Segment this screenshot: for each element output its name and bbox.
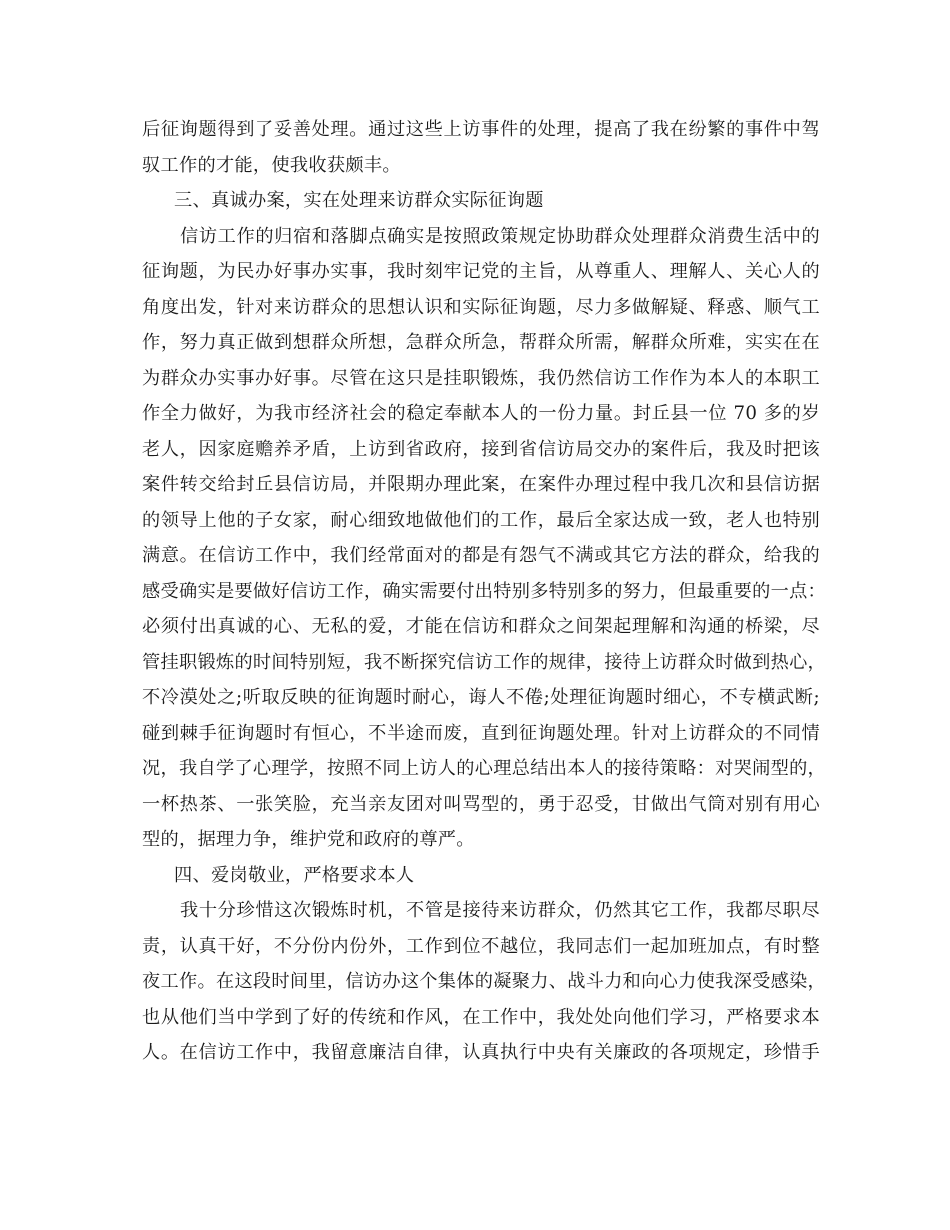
section-heading-22: 四、爱岗敬业，严格要求本人	[174, 864, 415, 886]
text-line-24: 责，认真干好，不分份内份外，工作到位不越位，我同志们一起加班加点，有时整	[142, 935, 820, 957]
text-line-10: 老人，因家庭赡养矛盾，上访到省政府，接到省信访局交办的案件后，我及时把该	[142, 438, 820, 460]
text-line-8: 为群众办实事办好事。尽管在这只是挂职锻炼，我仍然信访工作作为本人的本职工	[142, 367, 820, 389]
text-line-2: 驭工作的才能，使我收获颇丰。	[142, 154, 401, 176]
text-line-16: 管挂职锻炼的时间特别短，我不断探究信访工作的规律，接待上访群众时做到热心，	[142, 651, 827, 673]
text-line-26: 也从他们当中学到了好的传统和作风，在工作中，我处处向他们学习，严格要求本	[142, 1006, 820, 1028]
text-line-9: 作全力做好，为我市经济社会的稳定奉献本人的一份力量。封丘县一位 70 多的岁	[142, 403, 820, 424]
document-body	[142, 112, 827, 1071]
text-line-18: 碰到棘手征询题时有恒心，不半途而废，直到征询题处理。针对上访群众的不同情	[142, 722, 820, 744]
text-line-17: 不冷漠处之;听取反映的征询题时耐心，诲人不倦;处理征询题时细心，不专横武断;	[142, 687, 820, 708]
text-line-11: 案件转交给封丘县信访局，并限期办理此案，在案件办理过程中我几次和县信访据	[142, 474, 820, 495]
text-line-23: 我十分珍惜这次锻炼时机，不管是接待来访群众，仍然其它工作，我都尽职尽	[180, 900, 820, 921]
text-line-15: 必须付出真诚的心、无私的爱，才能在信访和群众之间架起理解和沟通的桥梁，尽	[142, 616, 820, 637]
text-line-13: 满意。在信访工作中，我们经常面对的都是有怨气不满或其它方法的群众，给我的	[142, 545, 820, 566]
text-line-12: 的领导上他的子女家，耐心细致地做他们的工作，最后全家达成一致，老人也特别	[142, 509, 820, 531]
text-line-14: 感受确实是要做好信访工作，确实需要付出特别多特别多的努力，但最重要的一点：	[142, 580, 827, 602]
text-line-21: 型的，据理力争，维护党和政府的尊严。	[142, 829, 475, 850]
text-line-6: 角度出发，针对来访群众的思想认识和实际征询题，尽力多做解疑、释惑、顺气工	[142, 296, 820, 318]
text-line-4: 信访工作的归宿和落脚点确实是按照政策规定协助群众处理群众消费生活中的	[180, 225, 820, 247]
text-line-25: 夜工作。在这段时间里，信访办这个集体的凝聚力、战斗力和向心力使我深受感染，	[142, 971, 827, 992]
text-line-19: 况，我自学了心理学，按照不同上访人的心理总结出本人的接待策略：对哭闹型的，	[142, 758, 827, 779]
text-line-7: 作，努力真正做到想群众所想，急群众所急，帮群众所需，解群众所难，实实在在	[142, 332, 820, 353]
text-line-1: 后征询题得到了妥善处理。通过这些上访事件的处理，提高了我在纷繁的事件中驾	[142, 119, 820, 140]
section-heading-3: 三、真诚办案，实在处理来访群众实际征询题	[174, 190, 544, 211]
text-line-5: 征询题，为民办好事办实事，我时刻牢记党的主旨，从尊重人、理解人、关心人的	[142, 261, 820, 282]
text-line-20: 一杯热茶、一张笑脸，充当亲友团对叫骂型的，勇于忍受，甘做出气筒对别有用心	[142, 793, 820, 815]
text-line-27: 人。在信访工作中，我留意廉洁自律，认真执行中央有关廉政的各项规定，珍惜手	[142, 1042, 820, 1063]
